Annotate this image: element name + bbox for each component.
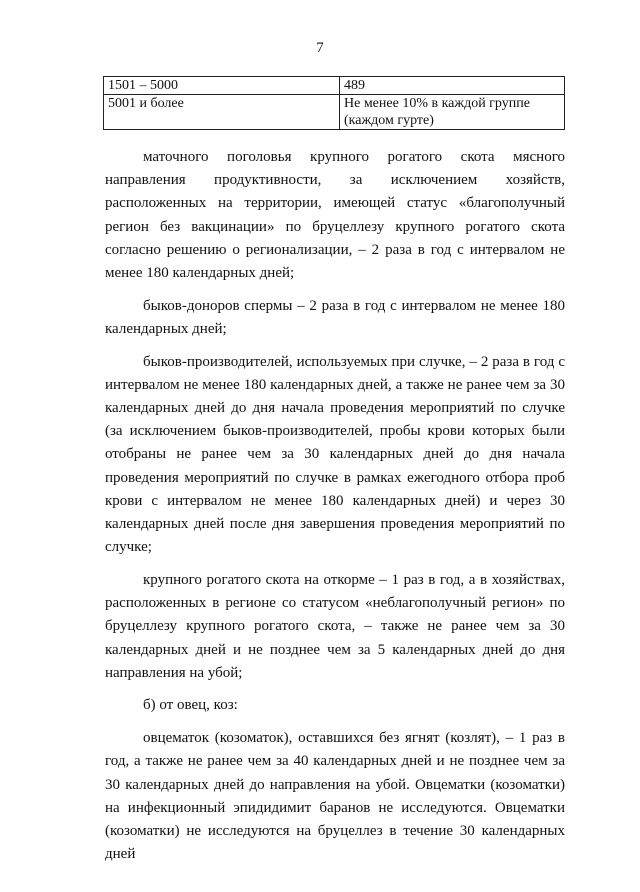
page-number: 7 — [316, 40, 324, 56]
sample-size-table — [103, 76, 565, 130]
paragraph: крупного рогатого скота на откорме – 1 раз в год, а в хозяйствах, расположенных в регионе со статусом «неблагополучный регион» по бруцеллезу крупного рогатого скота, – также не ранее чем за 30 календарных дней и не позднее чем за 5 календарных дней до дня направления на убой; — [105, 571, 565, 681]
table-row — [104, 95, 565, 130]
table-cell-value: Не менее 10% в каждой группе (каждом гурте) — [340, 95, 565, 130]
paragraph: овцематок (козоматок), оставшихся без ягнят (козлят), – 1 раз в год, а также не ранее чем за 40 календарных дней и не позднее чем за 30 календарных дней до направления на убой. Овцематки (козоматки) на инфекционный эпидидимит баранов не исследуются. Овцематки (козоматки) не исследуются на бруцеллез в течение 30 календарных дней — [105, 730, 565, 863]
paragraph: быков-доноров спермы – 2 раза в год с интервалом не менее 180 календарных дней; — [105, 297, 565, 337]
table-cell-range: 5001 и более — [104, 95, 340, 130]
table-row — [104, 77, 565, 95]
paragraph: быков-производителей, используемых при случке, – 2 раза в год с интервалом не менее 180 календарных дней, а также не ранее чем за 30 календарных дней до дня начала проведения мероприятий по случке (за исключением быков-производителей, пробы крови которых были отобраны не ранее чем за 30 календарных дней до дня начала проведения мероприятий по случке в рамках ежегодного отбора проб крови с интервалом не менее 180 календарных дней) и через 30 календарных дней после дня завершения проведения мероприятий по случке; — [105, 353, 565, 556]
table-cell-range: 1501 – 5000 — [104, 77, 340, 95]
document-body — [105, 146, 565, 876]
paragraph: б) от овец, коз: — [143, 697, 238, 714]
table-cell-value: 489 — [340, 77, 565, 95]
paragraph: маточного поголовья крупного рогатого скота мясного направления продуктивности, за исключением хозяйств, расположенных на территории, имеющей статус «благополучный регион без вакцинации» по бруцеллезу крупного рогатого скота согласно решению о регионализации, – 2 раза в год с интервалом не менее 180 календарных дней; — [105, 149, 565, 282]
